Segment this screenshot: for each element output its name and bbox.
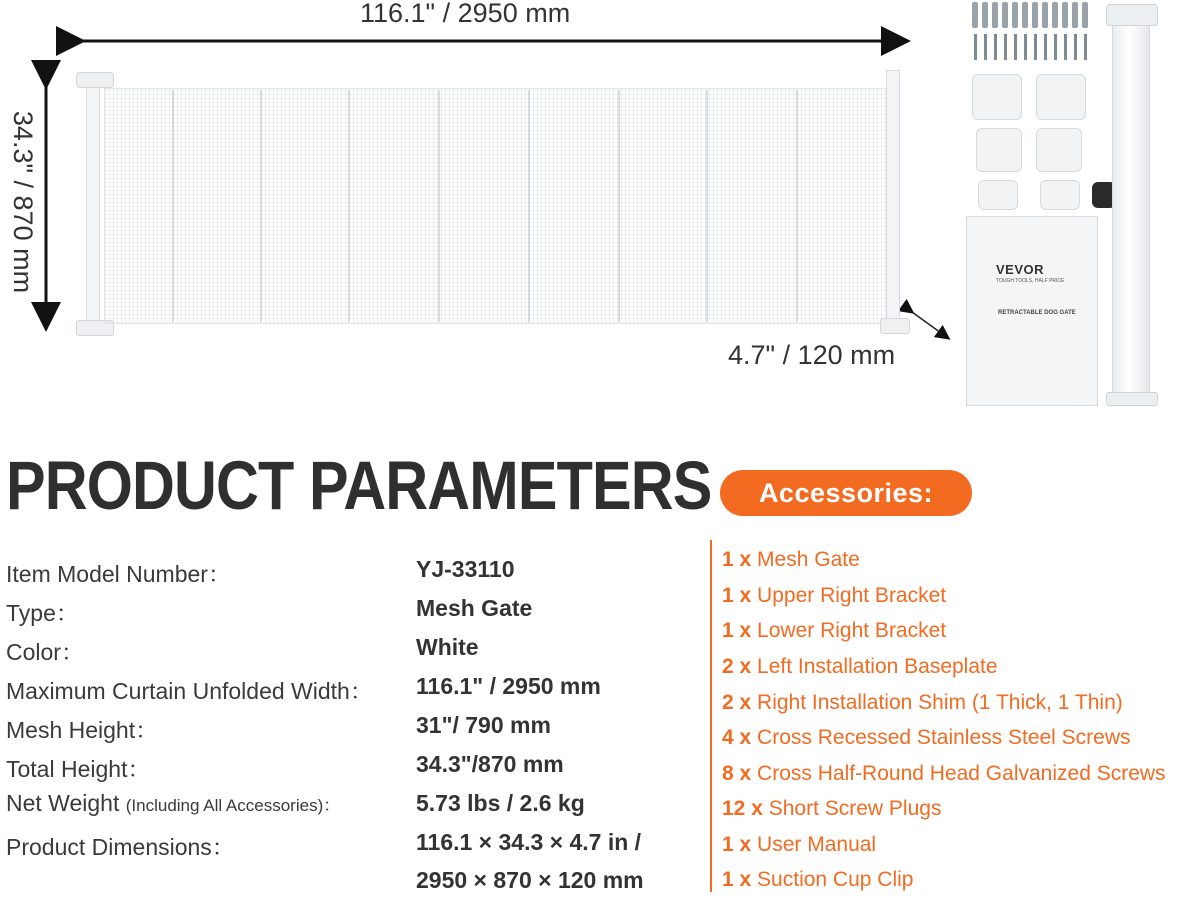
param-row-weight bbox=[6, 790, 696, 828]
param-row-color bbox=[6, 634, 696, 672]
left-baseplate-icon bbox=[976, 128, 1022, 172]
param-value: 116.1 × 34.3 × 4.7 in / bbox=[416, 829, 642, 855]
accessory-qty: 1 x bbox=[722, 548, 752, 571]
param-label: Type： bbox=[6, 600, 79, 626]
accessory-name: Cross Recessed Stainless Steel Screws bbox=[757, 726, 1131, 749]
page-title: PRODUCT PARAMETERS bbox=[6, 447, 712, 524]
accessory-qty: 1 x bbox=[722, 833, 752, 856]
gate-mesh bbox=[104, 88, 896, 324]
accessory-item bbox=[722, 691, 1123, 725]
param-note: (Including All Accessories)： bbox=[125, 796, 341, 815]
accessory-name: Suction Cup Clip bbox=[757, 868, 914, 891]
accessory-name: Upper Right Bracket bbox=[757, 584, 947, 607]
mesh-seam bbox=[618, 90, 620, 322]
param-row-dimensions-metric bbox=[6, 867, 696, 905]
gate-depth-label: 4.7" / 120 mm bbox=[728, 340, 896, 370]
gate-top-cap bbox=[76, 72, 114, 88]
param-value: Mesh Gate bbox=[416, 595, 533, 621]
accessory-item bbox=[722, 584, 946, 618]
gate-width-label: 116.1" / 2950 mm bbox=[360, 0, 571, 28]
gate-right-post bbox=[886, 70, 900, 332]
param-value: YJ-33110 bbox=[416, 556, 515, 582]
param-label: Total Height： bbox=[6, 756, 151, 782]
accessories-divider bbox=[710, 540, 712, 892]
accessory-name: Short Screw Plugs bbox=[768, 797, 942, 820]
param-value: 5.73 lbs / 2.6 kg bbox=[416, 790, 585, 816]
accessory-name: Left Installation Baseplate bbox=[757, 655, 998, 678]
param-row-model bbox=[6, 556, 696, 594]
accessory-qty: 2 x bbox=[722, 691, 752, 714]
mesh-seam bbox=[438, 90, 440, 322]
manual-title: RETRACTABLE DOG GATE bbox=[998, 310, 1076, 316]
param-value: 34.3"/870 mm bbox=[416, 751, 564, 777]
accessory-name: User Manual bbox=[757, 833, 877, 856]
mesh-seam bbox=[260, 90, 262, 322]
param-label-text: Net Weight bbox=[6, 790, 126, 816]
installation-shim-icon bbox=[1040, 180, 1080, 210]
param-row-type bbox=[6, 595, 696, 633]
accessory-qty: 1 x bbox=[722, 584, 752, 607]
accessory-item bbox=[722, 762, 1166, 796]
accessory-qty: 4 x bbox=[722, 726, 752, 749]
param-label: Color： bbox=[6, 639, 84, 665]
mesh-seam bbox=[348, 90, 350, 322]
param-value: 116.1" / 2950 mm bbox=[416, 673, 601, 699]
left-baseplate-icon bbox=[1036, 128, 1082, 172]
roller-bottom-cap bbox=[1106, 392, 1158, 406]
param-row-dimensions bbox=[6, 829, 696, 867]
accessory-item bbox=[722, 619, 946, 653]
roller-top-cap bbox=[1106, 4, 1158, 26]
gate-left-post bbox=[86, 80, 100, 332]
param-value: 31"/ 790 mm bbox=[416, 712, 551, 738]
screws-and-plugs-icon bbox=[966, 0, 1096, 64]
accessory-qty: 8 x bbox=[722, 762, 752, 785]
mesh-seam bbox=[796, 90, 798, 322]
param-label: Item Model Number： bbox=[6, 561, 231, 587]
param-row-width bbox=[6, 673, 696, 711]
param-label: Maximum Curtain Unfolded Width： bbox=[6, 678, 373, 704]
accessory-qty: 12 x bbox=[722, 797, 763, 820]
param-label bbox=[6, 790, 340, 817]
accessories-badge: Accessories: bbox=[720, 470, 972, 516]
accessory-item bbox=[722, 726, 1131, 760]
param-row-mesh-height bbox=[6, 712, 696, 750]
manual-tagline: TOUGH TOOLS, HALF PRICE bbox=[996, 278, 1065, 284]
gate-right-foot bbox=[880, 318, 910, 334]
gate-height-label: 34.3" / 870 mm bbox=[8, 110, 38, 294]
accessory-item bbox=[722, 868, 913, 902]
param-label: Mesh Height： bbox=[6, 717, 159, 743]
depth-arrow bbox=[912, 312, 948, 338]
param-label: Product Dimensions： bbox=[6, 834, 235, 860]
mesh-seam bbox=[172, 90, 174, 322]
accessory-item bbox=[722, 797, 941, 831]
accessory-name: Mesh Gate bbox=[757, 548, 860, 571]
accessory-name: Lower Right Bracket bbox=[757, 619, 947, 642]
accessory-item bbox=[722, 833, 876, 867]
accessory-item bbox=[722, 548, 860, 582]
mesh-seam bbox=[706, 90, 708, 322]
accessory-item bbox=[722, 655, 998, 689]
mesh-seam bbox=[528, 90, 530, 322]
accessory-qty: 2 x bbox=[722, 655, 752, 678]
accessory-name: Cross Half-Round Head Galvanized Screws bbox=[757, 762, 1166, 785]
lower-right-bracket-icon bbox=[1036, 74, 1086, 120]
param-value: 2950 × 870 × 120 mm bbox=[416, 867, 644, 893]
accessory-qty: 1 x bbox=[722, 619, 752, 642]
accessory-name: Right Installation Shim (1 Thick, 1 Thin) bbox=[757, 691, 1123, 714]
param-row-total-height bbox=[6, 751, 696, 789]
accessory-qty: 1 x bbox=[722, 868, 752, 891]
upper-right-bracket-icon bbox=[972, 74, 1022, 120]
param-value: White bbox=[416, 634, 479, 660]
manual-brand: VEVOR bbox=[996, 262, 1045, 277]
installation-shim-icon bbox=[978, 180, 1018, 210]
retractable-roller-icon bbox=[1112, 18, 1150, 402]
